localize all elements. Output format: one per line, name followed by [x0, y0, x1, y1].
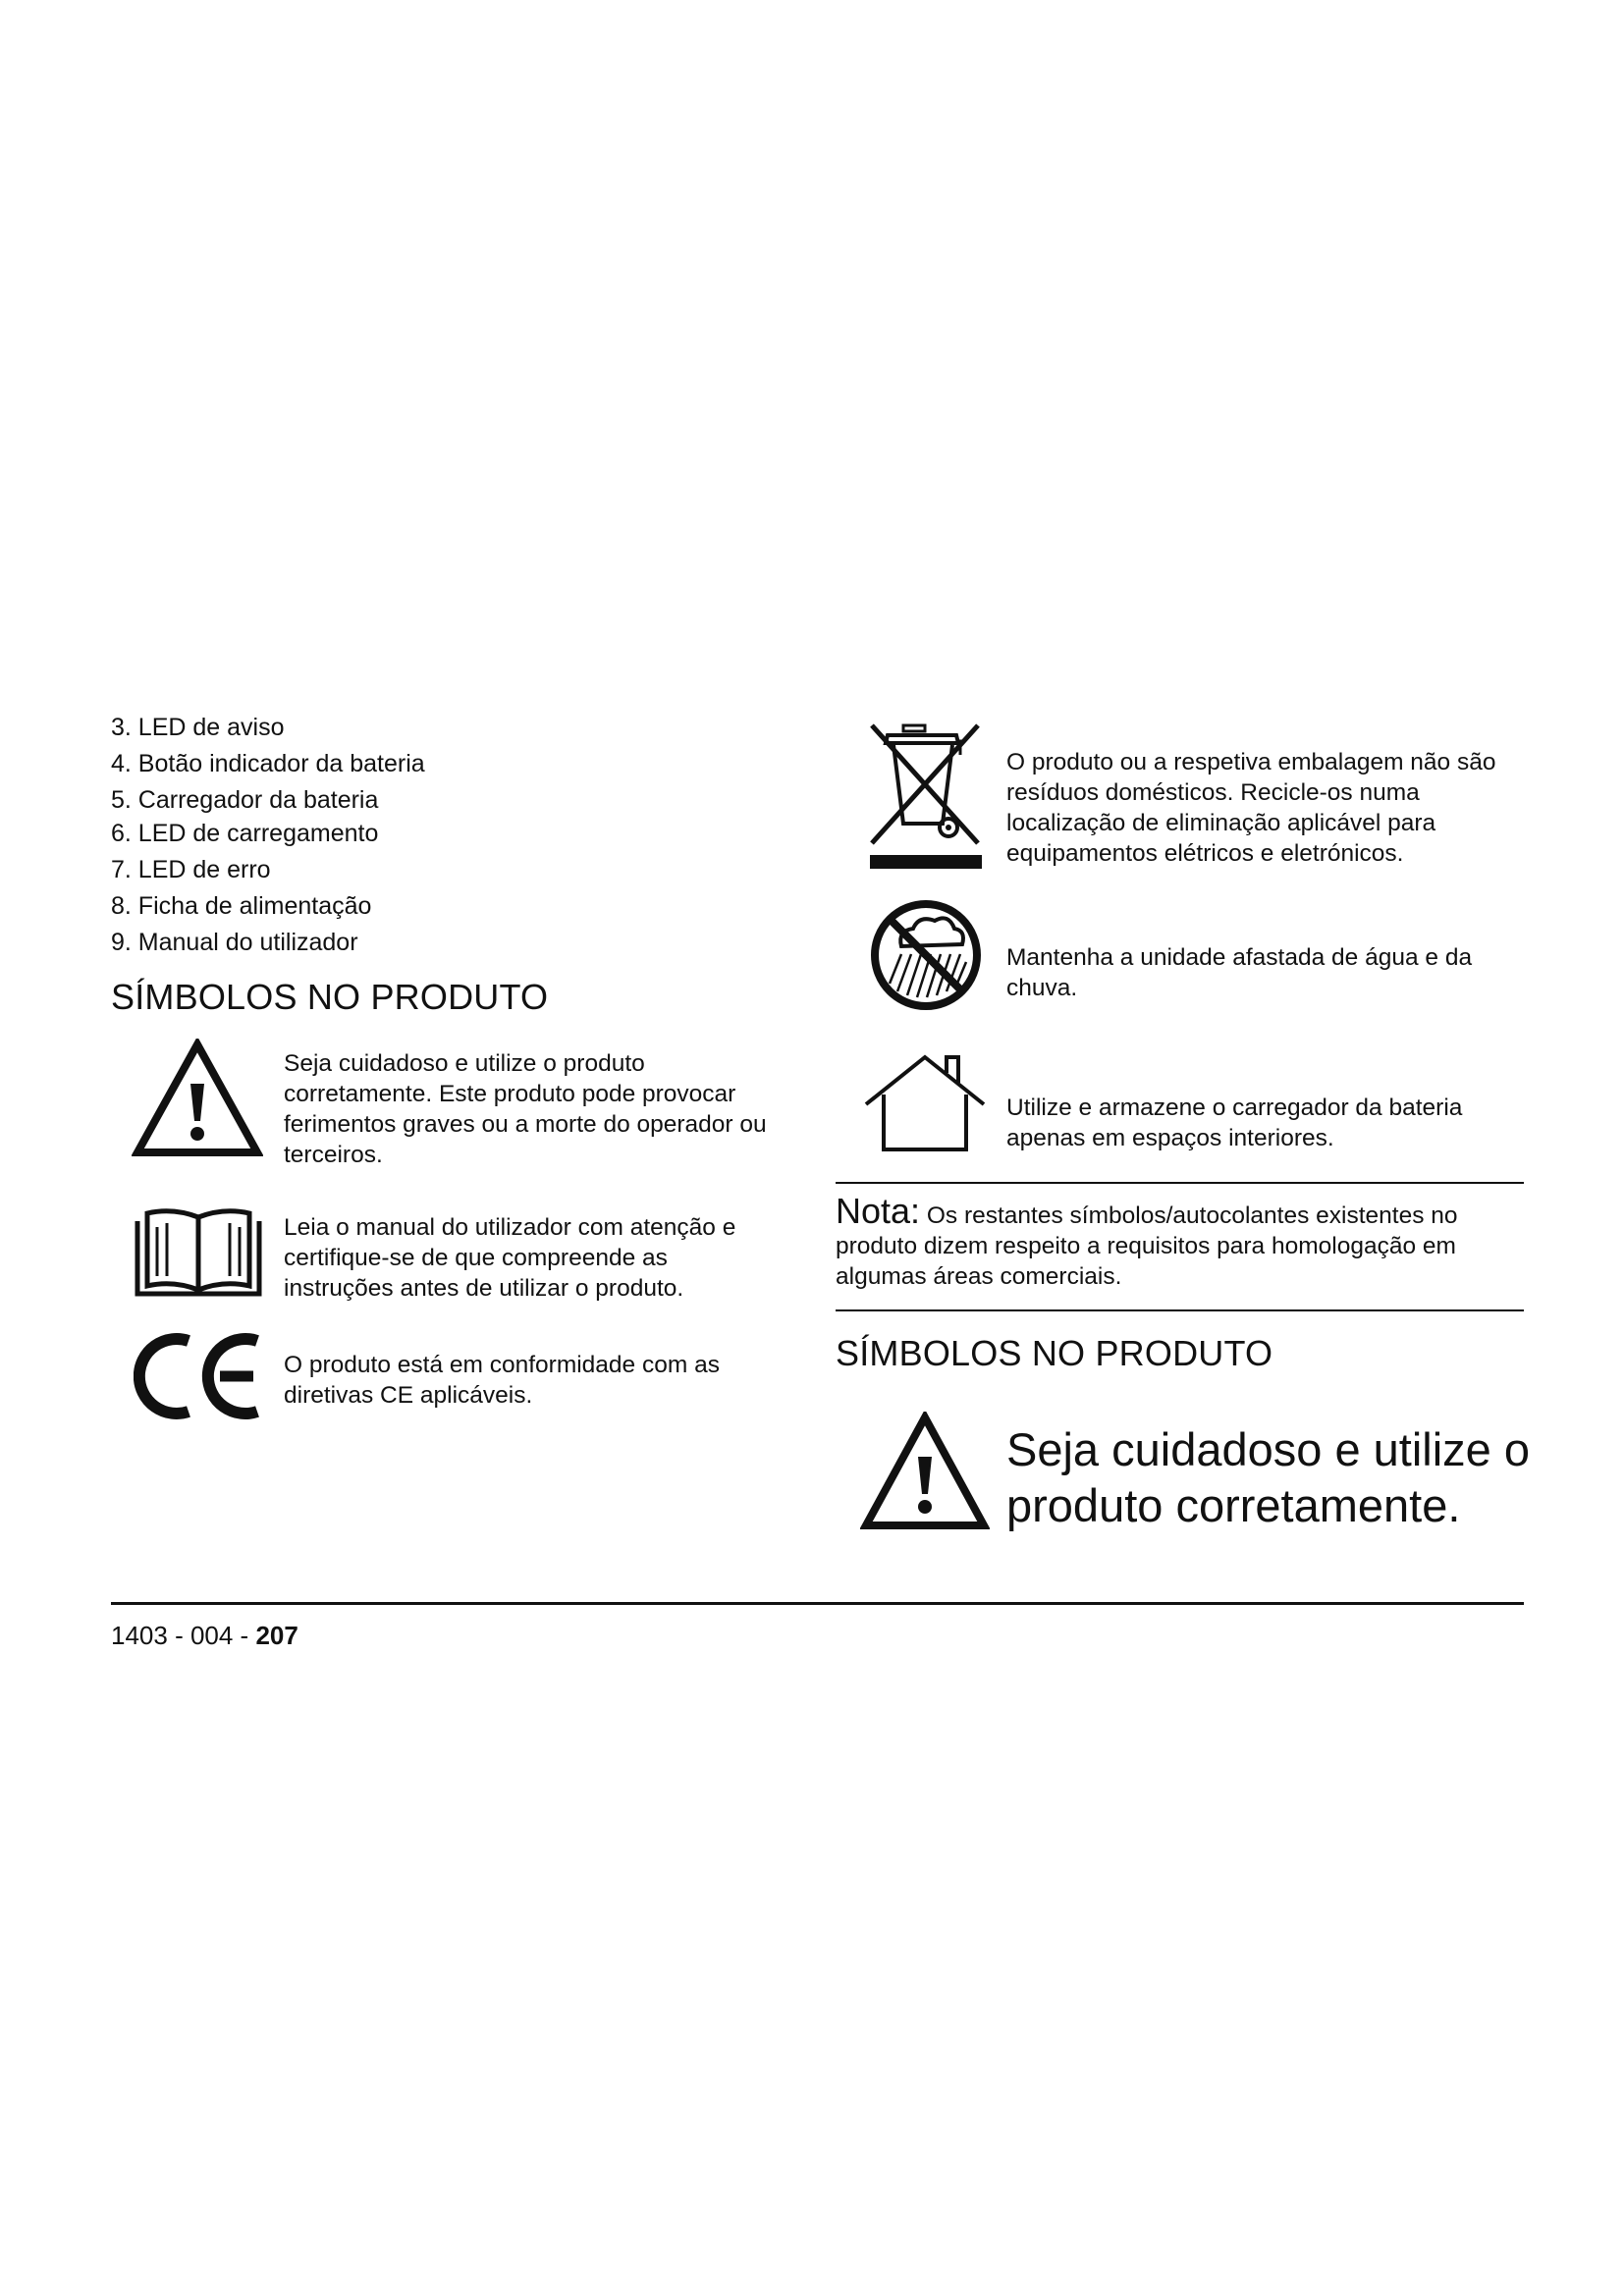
symbol-description: Seja cuidadoso e utilize o produto corretamente. Este produto pode provocar ferimentos graves ou a morte do operador ou terceiros. [284, 1050, 767, 1168]
open-book-icon [134, 1203, 263, 1298]
no-rain-icon [868, 897, 984, 1013]
warning-triangle-icon [132, 1039, 263, 1158]
section-heading: SÍMBOLOS NO PRODUTO [111, 977, 549, 1017]
note-label: Nota: [836, 1191, 921, 1231]
parts-list-item: 5. Carregador da bateria [111, 786, 379, 814]
note-text: Os restantes símbolos/autocolantes existentes no produto dizem respeito a requisitos para homologação em algumas áreas comerciais. [836, 1202, 1458, 1290]
footer-rule [111, 1602, 1524, 1605]
footer [111, 1620, 298, 1651]
warning-triangle-icon [860, 1412, 990, 1531]
page-number: 207 [255, 1621, 298, 1650]
parts-list-item: 6. LED de carregamento [111, 820, 379, 847]
symbol-description: Utilize e armazene o carregador da bateria apenas em espaços interiores. [1006, 1095, 1463, 1151]
symbol-description: Mantenha a unidade afastada de água e da chuva. [1006, 944, 1473, 1001]
parts-list-item: 3. LED de aviso [111, 714, 285, 741]
symbol-description: O produto ou a respetiva embalagem não são resíduos domésticos. Recicle-os numa localização de eliminação aplicável para equipamentos elétricos e eletrónicos. [1006, 749, 1496, 867]
section-heading: SÍMBOLOS NO PRODUTO [836, 1333, 1273, 1373]
symbol-description: Leia o manual do utilizador com atenção e certifique-se de que compreende as instruções antes de utilizar o produto. [284, 1214, 736, 1302]
note-bottom-rule [836, 1309, 1524, 1311]
parts-list-item: 9. Manual do utilizador [111, 929, 358, 956]
parts-list-item: 4. Botão indicador da bateria [111, 750, 425, 777]
parts-list-item: 7. LED de erro [111, 856, 271, 883]
house-icon [862, 1051, 988, 1153]
doc-number: 1403 - 004 - [111, 1621, 256, 1650]
big-warning-text: Seja cuidadoso e utilize o produto corretamente. [1006, 1423, 1531, 1531]
note-top-rule [836, 1182, 1524, 1184]
note-paragraph [836, 1191, 1523, 1292]
symbol-description: O produto está em conformidade com as diretivas CE aplicáveis. [284, 1352, 720, 1409]
parts-list-item: 8. Ficha de alimentação [111, 892, 372, 920]
crossed-out-wheelie-bin-icon [868, 721, 984, 871]
ce-mark-icon [134, 1331, 263, 1421]
